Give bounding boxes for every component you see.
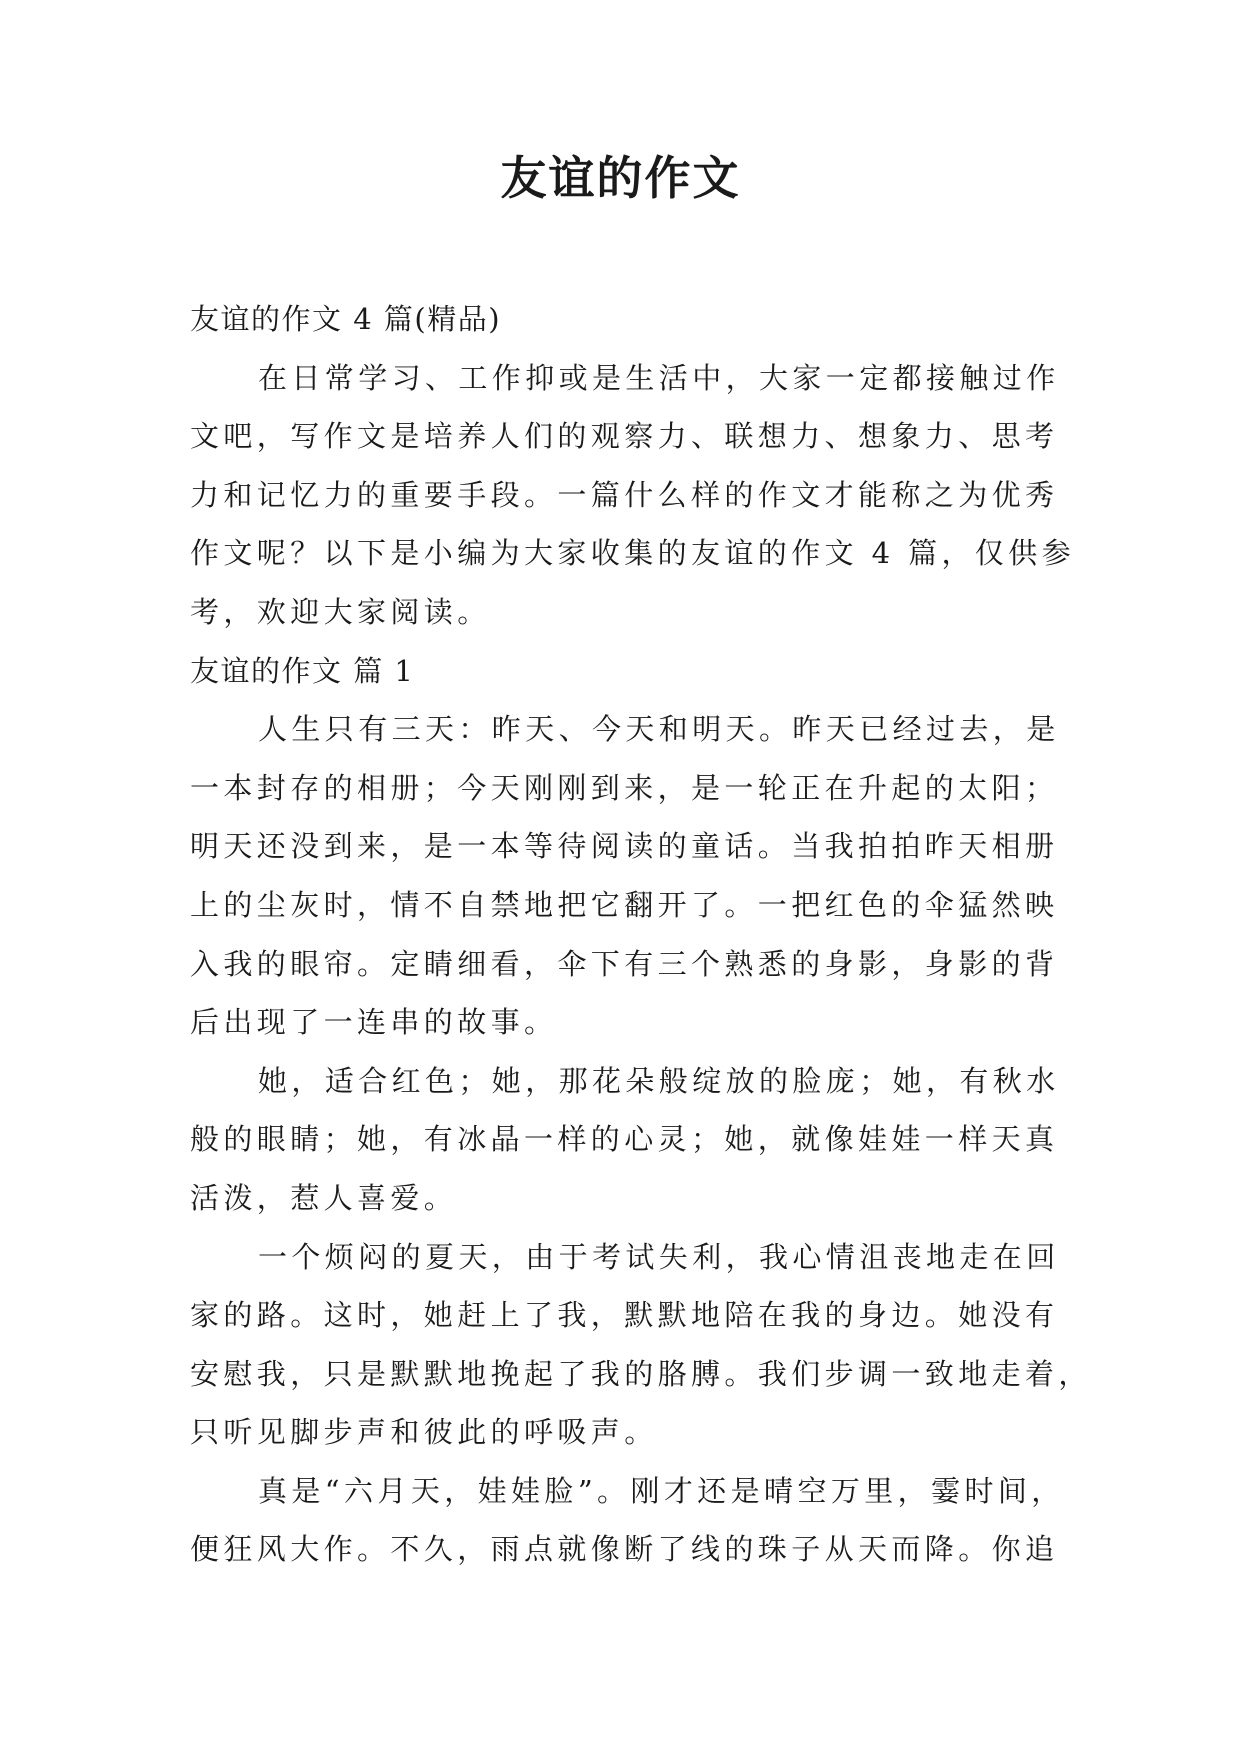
paragraph-2 bbox=[190, 1052, 1060, 1228]
paragraph-4 bbox=[190, 1462, 1065, 1579]
document-title: 友谊的作文 bbox=[500, 151, 741, 205]
paragraph-line: 一个烦闷的夏天，由于考试失利，我心情沮丧地走在回 bbox=[258, 1239, 1060, 1274]
paragraph-line: 力和记忆力的重要手段。一篇什么样的作文才能称之为优秀 bbox=[190, 477, 1059, 512]
paragraph-line: 活泼，惹人喜爱。 bbox=[190, 1180, 458, 1215]
paragraph-line: 便狂风大作。不久，雨点就像断了线的珠子从天而降。你追 bbox=[190, 1532, 1059, 1567]
paragraph-line: 她，适合红色；她，那花朵般绽放的脸庞；她，有秋水 bbox=[258, 1063, 1060, 1098]
paragraph-line: 安慰我，只是默默地挽起了我的胳膊。我们步调一致地走着， bbox=[190, 1356, 1092, 1391]
paragraph-line: 考，欢迎大家阅读。 bbox=[190, 594, 491, 629]
section-heading: 友谊的作文 篇 1 bbox=[190, 653, 415, 688]
paragraph-1 bbox=[190, 700, 1060, 1052]
paragraph-line: 人生只有三天：昨天、今天和明天。昨天已经过去，是 bbox=[258, 712, 1060, 747]
paragraph-line: 文吧，写作文是培养人们的观察力、联想力、想象力、思考 bbox=[190, 419, 1059, 454]
paragraph-line: 真是“六月天，娃娃脸”。刚才还是晴空万里，霎时间， bbox=[258, 1473, 1065, 1508]
paragraph-line: 作文呢？以下是小编为大家收集的友谊的作文 4 篇，仅供参 bbox=[190, 536, 1076, 571]
paragraph-line: 明天还没到来，是一本等待阅读的童话。当我拍拍昨天相册 bbox=[190, 829, 1059, 864]
paragraph-line: 后出现了一连串的故事。 bbox=[190, 1005, 558, 1040]
paragraph-line: 在日常学习、工作抑或是生活中，大家一定都接触过作 bbox=[258, 360, 1060, 395]
paragraph-line: 上的尘灰时，情不自禁地把它翻开了。一把红色的伞猛然映 bbox=[190, 887, 1059, 922]
paragraph-line: 般的眼睛；她，有冰晶一样的心灵；她，就像娃娃一样天真 bbox=[190, 1122, 1059, 1157]
paragraph-line: 一本封存的相册；今天刚刚到来，是一轮正在升起的太阳； bbox=[190, 770, 1059, 805]
paragraph-line: 入我的眼帘。定睛细看，伞下有三个熟悉的身影，身影的背 bbox=[190, 946, 1059, 981]
paragraph-line: 只听见脚步声和彼此的呼吸声。 bbox=[190, 1415, 658, 1450]
intro-paragraph bbox=[190, 349, 1076, 642]
document-body bbox=[190, 290, 1092, 1579]
paragraph-3 bbox=[190, 1228, 1092, 1462]
paragraph-line: 家的路。这时，她赶上了我，默默地陪在我的身边。她没有 bbox=[190, 1298, 1059, 1333]
intro-heading: 友谊的作文 4 篇(精品) bbox=[190, 302, 502, 336]
